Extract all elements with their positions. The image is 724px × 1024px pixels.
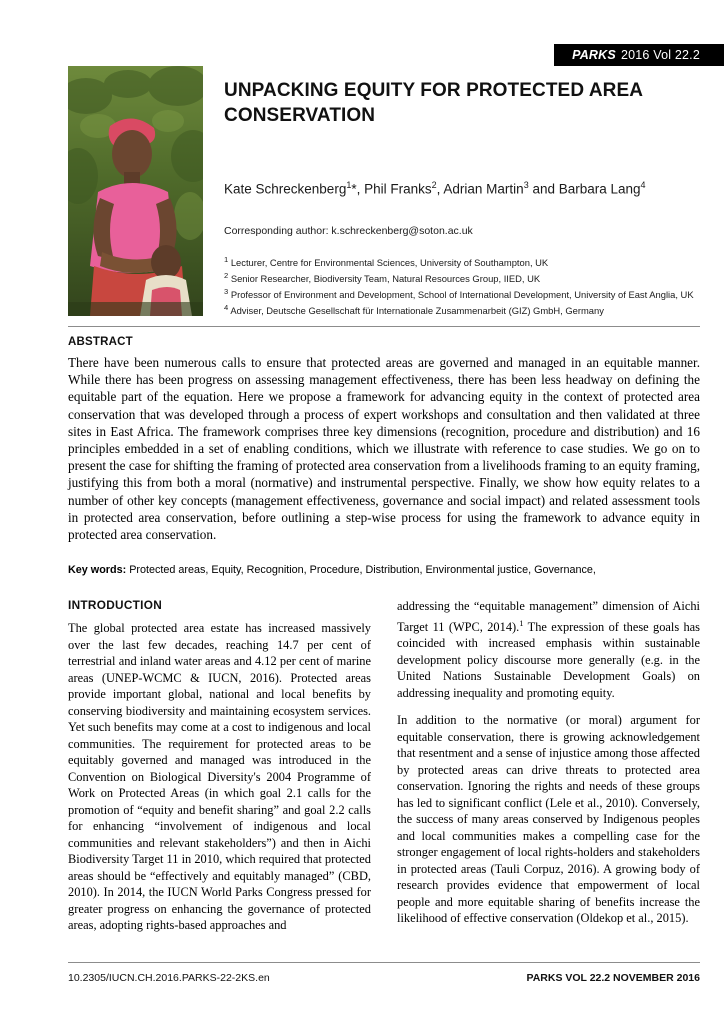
journal-name: PARKS [572, 48, 616, 62]
paragraph: The global protected area estate has increased massively over the last few decades, reaching 14.7 per cent of terrestrial and inland water areas and 4.12 per cent of marine areas (UNEP-WCMC & IUCN, 2016). Protected areas provide important global, national and local benefits by conserving biodiversity and maintaining ecosystem services. Yet such benefits may come at a cost to indigenous and local communities. The requirement for protected areas to be equitably governed and managed was introduced in the Convention on Biological Diversity's 2004 Programme of Work on Protected Areas (in which goal 2.1 calls for the promotion of “equity and benefit sharing” and goal 2.2 calls for enhancing “involvement of indigenous and local communities and relevant stakeholders”) and then in Aichi Biodiversity Target 11 in 2010, which required that protected areas should be “effectively and equitably managed” (CBD, 2010). In 2014, the IUCN World Parks Congress pressed for greater progress on enhancing the governance of protected areas, adopting rights-based approaches and [68, 621, 371, 932]
paragraph: In addition to the normative (or moral) argument for equitable conservation, there is growing acknowledgement that resentment and a sense of injustice among those affected by protected areas can drive threats to protected area conservation. Ignoring the rights and needs of these groups has led to significant conflict (Lele et al., 2010). Conversely, the success of many areas conserved by Indigenous peoples and local communities makes a compelling case for the stronger engagement of local rights-holders and stakeholders in protected areas (Tauli Corpuz, 2016). A growing body of research provides evidence that empowerment of local people and more equitable sharing of benefits increase the likelihood of effective conservation (Oldekop et al., 2015). [397, 713, 700, 926]
doi-text: 10.2305/IUCN.CH.2016.PARKS-22-2KS.en [68, 972, 270, 984]
page-title: UNPACKING EQUITY FOR PROTECTED AREA CONSERVATION [224, 80, 643, 126]
introduction-heading: INTRODUCTION [68, 598, 163, 612]
title-block [224, 78, 700, 318]
divider-top [68, 326, 700, 327]
corresponding-author: Corresponding author: k.schreckenberg@soton.ac.uk [224, 224, 473, 237]
abstract-text: There have been numerous calls to ensure that protected areas are governed and managed in an equitable manner. While there has been progress on assessing management effectiveness, there has been less headway on defining the equitable part of the equation. Here we propose a framework for advancing equity in the context of protected area conservation that was developed through a process of expert workshops and consultation and then validated at three sites in East Africa. The framework comprises three key dimensions (recognition, procedure and distribution) and 16 principles embedded in a set of enabling conditions, which we illustrate with reference to case studies. We go on to present the case for shifting the framing of protected area conservation from a livelihoods framing to an equity framing, justifying this from both a moral (normative) and instrumental perspective. Finally, we show how equity relates to a number of other key concepts (management effectiveness, governance and social impact) and related assessment tools in protected area conservation, before outlining a step-wise process for using the framework to advance equity in protected area conservation. [68, 355, 700, 543]
divider-bottom [68, 962, 700, 963]
keywords [68, 563, 700, 578]
keywords-label: Key words: [68, 564, 127, 576]
abstract-section [68, 336, 700, 543]
body-columns [68, 598, 700, 945]
affiliations: $^1$ Lecturer, Centre for Environmental Sciences, University of Southampton, UK $^2$ Senior Researcher, Biodiversity Team, Natural Resources Group, IIED, UK $^3$ Professor of Environment and Development, School of International Development, University of East Anglia, UK $^4$ Adviser, Deutsche Gesellschaft für Internationale Zusammenarbeit (GIZ) GmbH, Germany [224, 254, 694, 317]
footer-issue: PARKS VOL 22.2 NOVEMBER 2016 [526, 972, 700, 984]
photo-illustration [68, 66, 203, 316]
journal-header-bar [554, 44, 724, 66]
author-list: Kate Schreckenberg$^1$*, Phil Franks$^2$, Adrian Martin$^3$ and Barbara Lang$^4$ [224, 180, 646, 197]
paragraph: addressing the “equitable management” dimension of Aichi Target 11 (WPC, 2014).$^1$ The expression of these goals has coincided with increased emphasis within sustainable development policy discourse more generally (e.g. in the United Nations Sustainable Development Goals) on addressing inequality and promoting equity. [397, 599, 701, 700]
page-footer [68, 972, 700, 984]
keywords-list: Protected areas, Equity, Recognition, Procedure, Distribution, Environmental justice, Governance, [129, 564, 596, 576]
body-column-left [68, 598, 371, 945]
cover-photograph [68, 66, 203, 316]
body-column-right [397, 598, 700, 945]
abstract-heading: ABSTRACT [68, 336, 133, 348]
journal-issue: 2016 Vol 22.2 [620, 48, 700, 62]
